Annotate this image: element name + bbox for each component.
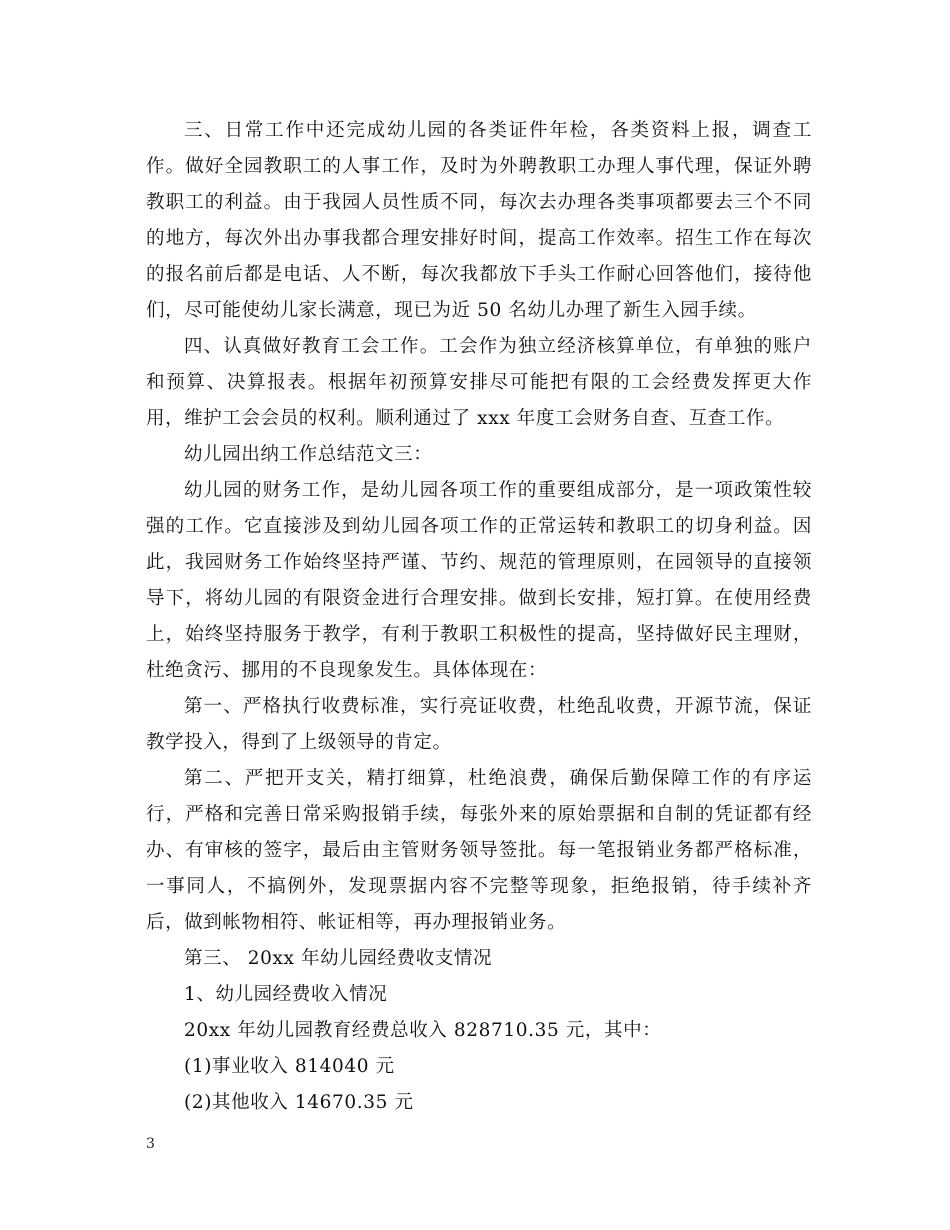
paragraph-total-income: 20xx 年幼儿园教育经费总收入 828710.35 元，其中： bbox=[184, 1020, 662, 1041]
page-number: 3 bbox=[146, 1136, 155, 1152]
document-body bbox=[146, 113, 812, 1121]
paragraph-income-heading: 1、幼儿园经费收入情况 bbox=[184, 984, 388, 1005]
paragraph-finance-overview: 幼儿园的财务工作，是幼儿园各项工作的重要组成部分，是一项政策性较强的工作。它直接涉及到幼儿园各项工作的正常运转和教职工的切身利益。因此，我园财务工作始终坚持严谨、节约、规范的管理原则，在园领导的直接领导下，将幼儿园的有限资金进行合理安排。做到长安排，短打算。在使用经费上，始终坚持服务于教学，有利于教职工积极性的提高，坚持做好民主理财，杜绝贪污、挪用的不良现象发生。具体体现在： bbox=[146, 480, 812, 681]
paragraph-section-three: 三、日常工作中还完成幼儿园的各类证件年检，各类资料上报，调查工作。做好全园教职工的人事工作，及时为外聘教职工办理人事代理，保证外聘教职工的利益。由于我园人员性质不同，每次去办理各类事项都要去三个不同的地方，每次外出办事我都合理安排好时间，提高工作效率。招生工作在每次的报名前后都是电话、人不断，每次我都放下手头工作耐心回答他们，接待他们，尽可能使幼儿家长满意，现已为近 50 名幼儿办理了新生入园手续。 bbox=[146, 120, 812, 321]
paragraph-business-income: (1)事业收入 814040 元 bbox=[184, 1056, 395, 1077]
paragraph-third-point: 第三、 20xx 年幼儿园经费收支情况 bbox=[184, 948, 493, 969]
paragraph-other-income: (2)其他收入 14670.35 元 bbox=[184, 1092, 414, 1113]
paragraph-heading-sample-three: 幼儿园出纳工作总结范文三： bbox=[184, 444, 433, 465]
paragraph-second-point: 第二、严把开支关，精打细算，杜绝浪费，确保后勤保障工作的有序运行，严格和完善日常采购报销手续，每张外来的原始票据和自制的凭证都有经办、有审核的签字，最后由主管财务领导签批。每一笔报销业务都严格标准，一事同人，不搞例外，发现票据内容不完整等现象，拒绝报销，待手续补齐后，做到帐物相符、帐证相等，再办理报销业务。 bbox=[146, 768, 812, 933]
paragraph-section-four: 四、认真做好教育工会工作。工会作为独立经济核算单位，有单独的账户和预算、决算报表。根据年初预算安排尽可能把有限的工会经费发挥更大作用，维护工会会员的权利。顺利通过了 xxx 年度工会财务自查、互查工作。 bbox=[146, 336, 812, 429]
paragraph-first-point: 第一、严格执行收费标准，实行亮证收费，杜绝乱收费，开源节流，保证教学投入，得到了上级领导的肯定。 bbox=[146, 696, 812, 753]
